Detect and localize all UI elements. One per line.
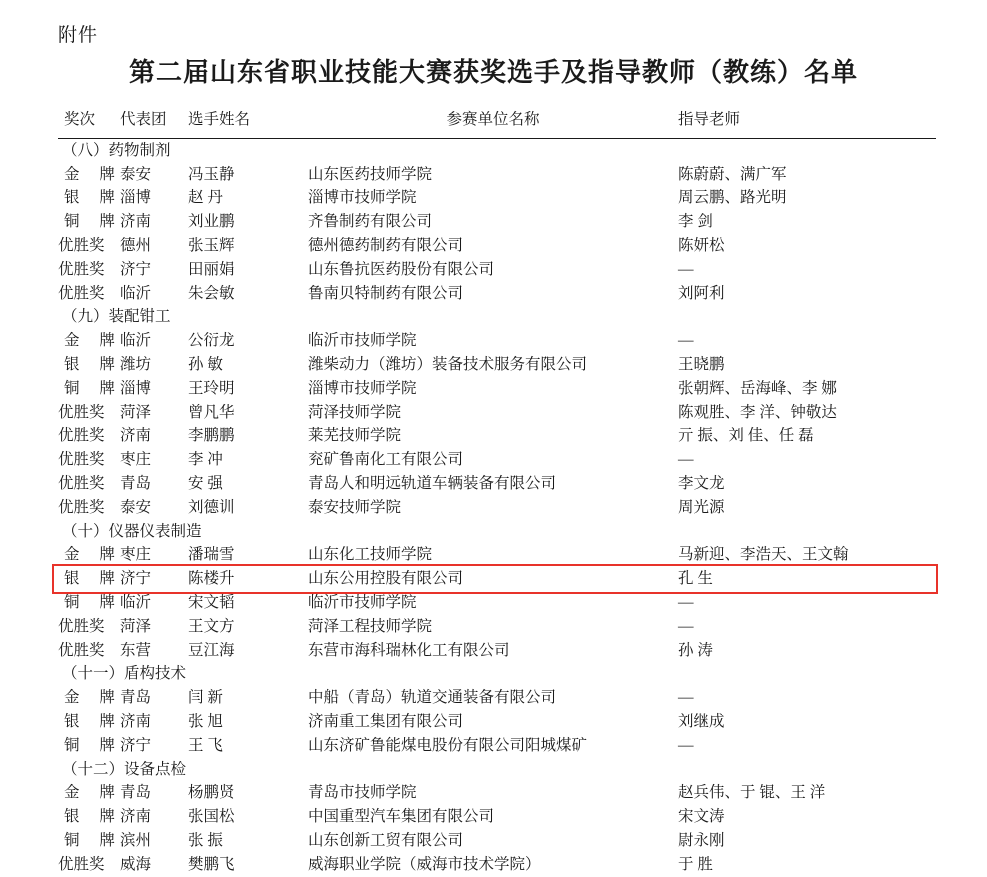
- cell-prize: 优胜奖: [58, 284, 105, 302]
- cell-name: 潘瑞雪: [188, 546, 235, 564]
- table-row: [58, 781, 936, 805]
- cell-prize: 优胜奖: [58, 855, 105, 873]
- cell-prize: 铜 牌: [64, 831, 123, 849]
- cell-name: 公衍龙: [188, 332, 235, 350]
- cell-name: 闫 新: [188, 689, 223, 707]
- cell-name: 安 强: [188, 474, 223, 492]
- cell-coach: —: [678, 593, 694, 611]
- table-row: [58, 282, 936, 306]
- cell-name: 王文方: [188, 617, 235, 635]
- cell-coach: 宋文涛: [678, 808, 725, 826]
- cell-prize: 优胜奖: [58, 641, 105, 659]
- section-label: （九）装配钳工: [62, 308, 171, 326]
- cell-team: 济宁: [120, 736, 152, 754]
- table-row: [58, 710, 936, 734]
- cell-prize: 银 牌: [64, 355, 123, 373]
- table-row: [58, 591, 936, 615]
- cell-prize: 金 牌: [64, 165, 123, 183]
- cell-unit: 淄博市技师学院: [308, 189, 417, 207]
- cell-prize: 优胜奖: [58, 617, 105, 635]
- table-row: [58, 163, 936, 187]
- table-row: [58, 377, 936, 401]
- cell-unit: 山东鲁抗医药股份有限公司: [308, 260, 495, 278]
- cell-coach: 陈妍松: [678, 236, 725, 254]
- section-label: （十二）设备点检: [62, 760, 187, 778]
- cell-name: 李 冲: [188, 451, 223, 469]
- cell-coach: 周光源: [678, 498, 725, 516]
- cell-unit: 中船（青岛）轨道交通装备有限公司: [308, 689, 557, 707]
- cell-prize: 金 牌: [64, 689, 123, 707]
- cell-team: 淄博: [120, 189, 152, 207]
- cell-name: 张 旭: [188, 712, 223, 730]
- attachment-label: 附件: [58, 25, 99, 46]
- cell-prize: 优胜奖: [58, 236, 105, 254]
- cell-team: 济南: [120, 808, 152, 826]
- cell-name: 豆江海: [188, 641, 235, 659]
- cell-coach: 赵兵伟、于 锟、王 洋: [678, 784, 826, 802]
- cell-prize: 金 牌: [64, 332, 123, 350]
- award-roster-table: [58, 108, 936, 877]
- cell-team: 济南: [120, 213, 152, 231]
- cell-unit: 德州德药制药有限公司: [308, 236, 464, 254]
- cell-coach: 周云鹏、路光明: [678, 189, 787, 207]
- cell-unit: 兖矿鲁南化工有限公司: [308, 451, 464, 469]
- cell-team: 泰安: [120, 165, 152, 183]
- cell-name: 赵 丹: [188, 189, 223, 207]
- cell-team: 淄博: [120, 379, 152, 397]
- cell-prize: 铜 牌: [64, 213, 123, 231]
- cell-team: 潍坊: [120, 355, 152, 373]
- table-row: [58, 424, 936, 448]
- cell-team: 临沂: [120, 593, 152, 611]
- table-row: [58, 353, 936, 377]
- cell-unit: 山东公用控股有限公司: [308, 570, 464, 588]
- cell-prize: 优胜奖: [58, 427, 105, 445]
- cell-prize: 优胜奖: [58, 260, 105, 278]
- cell-unit: 莱芜技师学院: [308, 427, 402, 445]
- cell-coach: 陈观胜、李 洋、钟敬达: [678, 403, 837, 421]
- cell-team: 济宁: [120, 260, 152, 278]
- table-header-row: [58, 108, 936, 132]
- cell-coach: —: [678, 689, 694, 707]
- cell-coach: —: [678, 332, 694, 350]
- cell-name: 王玲明: [188, 379, 235, 397]
- cell-name: 王 飞: [188, 736, 223, 754]
- cell-prize: 银 牌: [64, 570, 123, 588]
- cell-name: 曾凡华: [188, 403, 235, 421]
- section-row: [58, 758, 936, 782]
- cell-name: 李鹏鹏: [188, 427, 235, 445]
- cell-name: 樊鹏飞: [188, 855, 235, 873]
- cell-prize: 金 牌: [64, 546, 123, 564]
- cell-unit: 山东创新工贸有限公司: [308, 831, 464, 849]
- table-row: [58, 401, 936, 425]
- cell-name: 张 振: [188, 831, 223, 849]
- cell-coach: 尉永刚: [678, 831, 725, 849]
- cell-team: 威海: [120, 855, 152, 873]
- cell-name: 刘业鹏: [188, 213, 235, 231]
- section-row: [58, 138, 936, 162]
- section-row: [58, 305, 936, 329]
- cell-unit: 山东济矿鲁能煤电股份有限公司阳城煤矿: [308, 736, 588, 754]
- cell-coach: —: [678, 617, 694, 635]
- cell-coach: —: [678, 451, 694, 469]
- cell-unit: 威海职业学院（威海市技术学院）: [308, 855, 541, 873]
- section-label: （八）药物制剂: [62, 141, 171, 159]
- cell-coach: 刘继成: [678, 712, 725, 730]
- table-row: [58, 853, 936, 877]
- cell-coach: 刘阿利: [678, 284, 725, 302]
- cell-name: 孙 敏: [188, 355, 223, 373]
- cell-team: 菏泽: [120, 403, 152, 421]
- cell-unit: 临沂市技师学院: [308, 332, 417, 350]
- cell-unit: 潍柴动力（潍坊）装备技术服务有限公司: [308, 355, 588, 373]
- section-row: [58, 520, 936, 544]
- column-header-coach: 指导老师: [678, 111, 741, 128]
- cell-name: 朱会敏: [188, 284, 235, 302]
- cell-prize: 银 牌: [64, 712, 123, 730]
- cell-unit: 鲁南贝特制药有限公司: [308, 284, 464, 302]
- cell-team: 泰安: [120, 498, 152, 516]
- page-title: 第二届山东省职业技能大赛获奖选手及指导教师（教练）名单: [128, 58, 858, 87]
- cell-team: 济南: [120, 712, 152, 730]
- cell-unit: 泰安技师学院: [308, 498, 402, 516]
- table-row: [58, 734, 936, 758]
- cell-coach: 孔 生: [678, 570, 713, 588]
- cell-team: 枣庄: [120, 546, 152, 564]
- cell-unit: 菏泽技师学院: [308, 403, 402, 421]
- cell-team: 菏泽: [120, 617, 152, 635]
- table-row: [58, 472, 936, 496]
- table-row: [58, 448, 936, 472]
- cell-team: 临沂: [120, 332, 152, 350]
- cell-coach: 于 胜: [678, 855, 713, 873]
- cell-prize: 银 牌: [64, 189, 123, 207]
- cell-name: 陈楼升: [188, 570, 235, 588]
- cell-name: 刘德训: [188, 498, 235, 516]
- cell-prize: 优胜奖: [58, 498, 105, 516]
- cell-team: 东营: [120, 641, 152, 659]
- column-header-prize: 奖次: [64, 111, 96, 128]
- cell-prize: 铜 牌: [64, 736, 123, 754]
- cell-coach: —: [678, 260, 694, 278]
- cell-coach: 李 剑: [678, 213, 713, 231]
- cell-coach: —: [678, 736, 694, 754]
- section-label: （十一）盾构技术: [62, 665, 187, 683]
- cell-team: 青岛: [120, 689, 152, 707]
- table-body: [58, 138, 936, 876]
- cell-prize: 银 牌: [64, 808, 123, 826]
- cell-coach: 马新迎、李浩天、王文翰: [678, 546, 849, 564]
- cell-name: 杨鹏贤: [188, 784, 235, 802]
- cell-prize: 优胜奖: [58, 474, 105, 492]
- cell-unit: 中国重型汽车集团有限公司: [308, 808, 495, 826]
- cell-unit: 淄博市技师学院: [308, 379, 417, 397]
- cell-unit: 临沂市技师学院: [308, 593, 417, 611]
- cell-name: 张国松: [188, 808, 235, 826]
- table-row: [58, 686, 936, 710]
- cell-coach: 亓 振、刘 佳、任 磊: [678, 427, 814, 445]
- cell-unit: 青岛市技师学院: [308, 784, 417, 802]
- cell-coach: 李文龙: [678, 474, 725, 492]
- table-row: [58, 234, 936, 258]
- cell-unit: 青岛人和明远轨道车辆装备有限公司: [308, 474, 557, 492]
- table-row: [58, 329, 936, 353]
- cell-team: 滨州: [120, 831, 152, 849]
- table-row: [58, 615, 936, 639]
- section-label: （十）仪器仪表制造: [62, 522, 202, 540]
- section-row: [58, 662, 936, 686]
- cell-team: 济宁: [120, 570, 152, 588]
- cell-prize: 优胜奖: [58, 451, 105, 469]
- cell-coach: 张朝辉、岳海峰、李 娜: [678, 379, 837, 397]
- table-row: [58, 186, 936, 210]
- cell-unit: 山东化工技师学院: [308, 546, 433, 564]
- cell-team: 青岛: [120, 784, 152, 802]
- cell-name: 宋文韬: [188, 593, 235, 611]
- table-row: [58, 805, 936, 829]
- table-row: [58, 639, 936, 663]
- cell-unit: 济南重工集团有限公司: [308, 712, 464, 730]
- cell-prize: 铜 牌: [64, 593, 123, 611]
- cell-team: 青岛: [120, 474, 152, 492]
- cell-team: 枣庄: [120, 451, 152, 469]
- cell-unit: 山东医药技师学院: [308, 165, 433, 183]
- cell-prize: 铜 牌: [64, 379, 123, 397]
- cell-unit: 菏泽工程技师学院: [308, 617, 433, 635]
- cell-team: 临沂: [120, 284, 152, 302]
- cell-coach: 陈蔚蔚、满广军: [678, 165, 787, 183]
- cell-name: 张玉辉: [188, 236, 235, 254]
- cell-name: 冯玉静: [188, 165, 235, 183]
- column-header-unit: 参赛单位名称: [446, 111, 540, 128]
- cell-team: 德州: [120, 236, 152, 254]
- cell-unit: 东营市海科瑞林化工有限公司: [308, 641, 510, 659]
- cell-name: 田丽娟: [188, 260, 235, 278]
- cell-prize: 金 牌: [64, 784, 123, 802]
- table-row: [58, 258, 936, 282]
- table-row: [58, 496, 936, 520]
- table-row: [58, 567, 936, 591]
- cell-coach: 王晓鹏: [678, 355, 725, 373]
- cell-team: 济南: [120, 427, 152, 445]
- column-header-name: 选手姓名: [188, 111, 251, 128]
- table-row: [58, 210, 936, 234]
- column-header-team: 代表团: [120, 111, 167, 128]
- cell-prize: 优胜奖: [58, 403, 105, 421]
- cell-coach: 孙 涛: [678, 641, 713, 659]
- table-row: [58, 543, 936, 567]
- table-row: [58, 829, 936, 853]
- cell-unit: 齐鲁制药有限公司: [308, 213, 433, 231]
